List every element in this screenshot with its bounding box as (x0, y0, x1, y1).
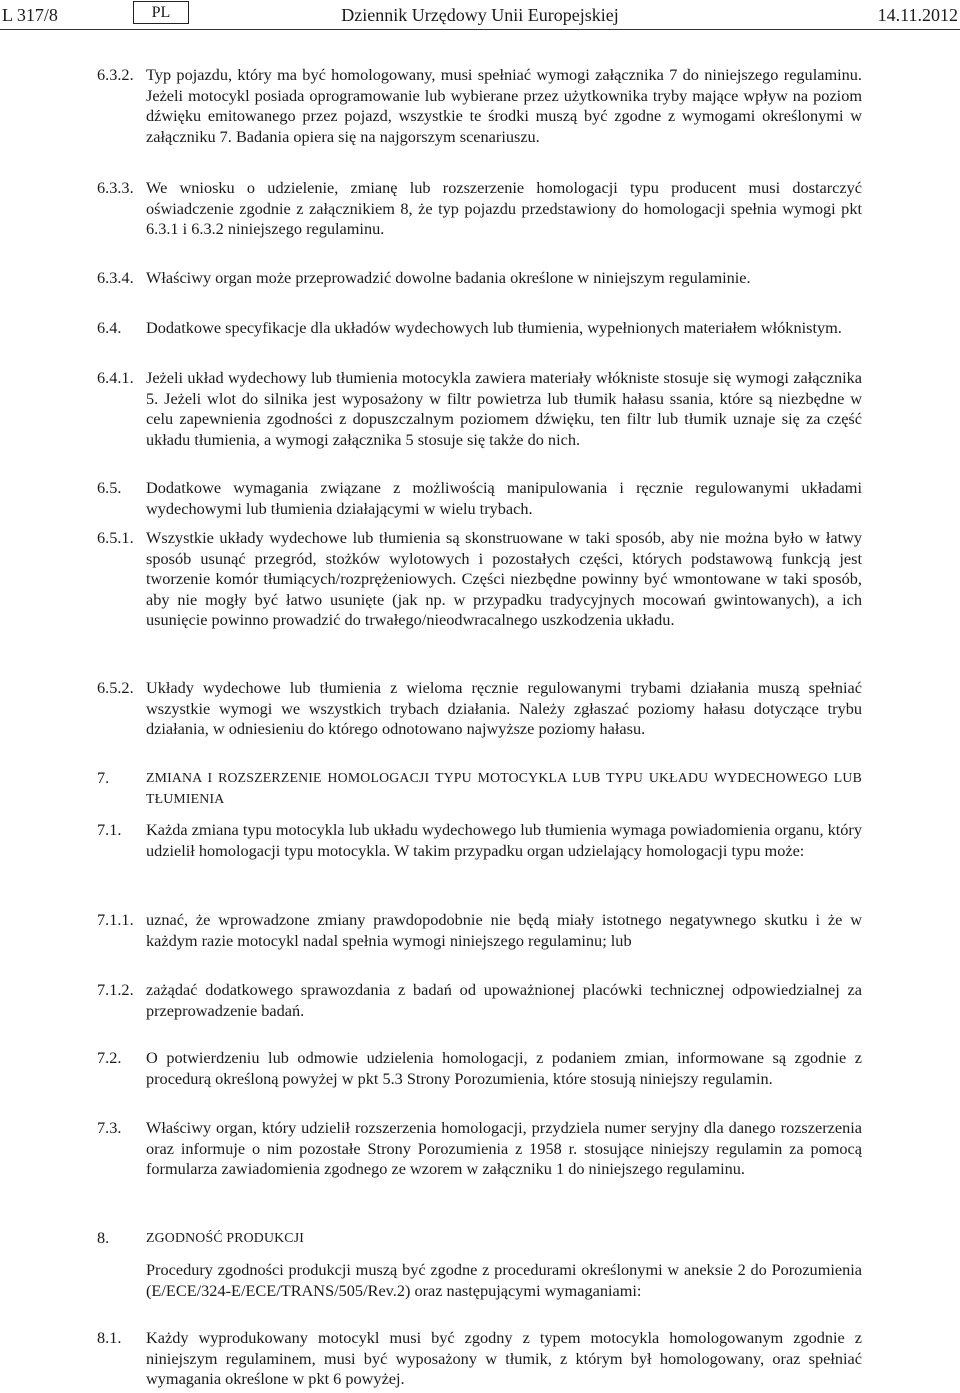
journal-title: Dziennik Urzędowy Unii Europejskiej (341, 5, 619, 25)
section-number: 6.5.2. (97, 678, 134, 697)
section-text: zażądać dodatkowego sprawozdania z badań od upoważnionej placówki technicznej odpowiedzialnej za przeprowadzenie badań. (146, 980, 862, 1020)
section-text: Układy wydechowe lub tłumienia z wieloma ręcznie regulowanymi trybami działania muszą spełniać wszystkie wymogi we wszystkich trybach działania. Należy zgłaszać poziomy hałasu dotyczące trybu działania, w odniesieniu do którego odnotowano najwyższe poziomy hałasu. (146, 678, 862, 738)
header-rule (0, 29, 960, 30)
section-text: uznać, że wprowadzone zmiany prawdopodobnie nie będą miały istotnego negatywnego skutku i że w każdym razie motocykl nadal spełnia wymogi niniejszego regulaminu; lub (146, 910, 862, 950)
page-header (0, 0, 960, 30)
section-text: Typ pojazdu, który ma być homologowany, musi spełniać wymogi załącznika 7 do niniejszego regulaminu. Jeżeli motocykl posiada oprogramowanie lub wybierane przez użytkownika tryby mające wpływ na poziom dźwięku emitowanego przez pojazd, wszystkie te środki muszą być zgodne z wymogami określonymi w załączniku 7. Badania opiera się na najgorszym scenariuszu. (146, 65, 862, 146)
section-number: 7.1. (97, 820, 122, 839)
section-number: 7. (97, 768, 110, 787)
section-number: 6.5.1. (97, 528, 134, 547)
section-text: Dodatkowe specyfikacje dla układów wydechowych lub tłumienia, wypełnionych materiałem włóknistym. (146, 318, 842, 337)
section-number: 6.3.3. (97, 178, 134, 197)
section-number: 6.5. (97, 478, 122, 497)
section-number: 6.3.4. (97, 268, 134, 287)
section-text: Każda zmiana typu motocykla lub układu wydechowego lub tłumienia wymaga powiadomienia organu, który udzielił homologacji typu motocykla. W takim przypadku organ udzielający homologacji typu może: (146, 820, 862, 860)
section-text: We wniosku o udzielenie, zmianę lub rozszerzenie homologacji typu producent musi dostarczyć oświadczenie zgodnie z załącznikiem 8, że typ pojazdu przedstawiony do homologacji spełnia wymogi pkt 6.3.1 i 6.3.2 niniejszego regulaminu. (146, 178, 862, 238)
section-heading: ZGODNOŚĆ PRODUKCJI (146, 1230, 305, 1245)
language-badge: PL (133, 1, 189, 24)
section-number: 6.4.1. (97, 368, 134, 387)
section-text: Procedury zgodności produkcji muszą być zgodne z procedurami określonymi w aneksie 2 do Porozumienia (E/ECE/324-E/ECE/TRANS/505/Rev.2) oraz następującymi wymaganiami: (146, 1260, 862, 1300)
section-number: 6.4. (97, 318, 122, 337)
section-text: Właściwy organ może przeprowadzić dowolne badania określone w niniejszym regulaminie. (146, 268, 751, 287)
section-heading: ZMIANA I ROZSZERZENIE HOMOLOGACJI TYPU MOTOCYKLA LUB TYPU UKŁADU WYDECHOWEGO LUB TŁUMIENIA (146, 770, 862, 806)
section-text: O potwierdzeniu lub odmowie udzielenia homologacji, z podaniem zmian, informowane są zgodnie z procedurą określoną powyżej w pkt 5.3 Strony Porozumienia, które stosują niniejszy regulamin. (146, 1048, 862, 1088)
section-text: Jeżeli układ wydechowy lub tłumienia motocykla zawiera materiały włókniste stosuje się wymogi załącznika 5. Jeżeli wlot do silnika jest wyposażony w filtr powietrza lub tłumik hałasu ssania, które są niezbędne w celu zapewnienia zgodności z dopuszczalnym poziomem dźwięku, ten filtr lub tłumik uznaje się za część układu tłumienia, a wymogi załącznika 5 stosuje się także do nich. (146, 368, 862, 449)
publication-date: 14.11.2012 (877, 5, 958, 25)
section-number: 7.1.1. (97, 910, 134, 929)
section-number: 8. (97, 1228, 110, 1247)
section-number: 7.1.2. (97, 980, 134, 999)
section-number: 7.3. (97, 1118, 122, 1137)
section-text: Każdy wyprodukowany motocykl musi być zgodny z typem motocykla homologowanym zgodnie z niniejszym regulaminem, musi być wyposażony w tłumik, z którym był homologowany, oraz spełniać wymagania określone w pkt 6 powyżej. (146, 1328, 862, 1388)
page-reference: L 317/8 (2, 5, 58, 25)
section-text: Właściwy organ, który udzielił rozszerzenia homologacji, przydziela numer seryjny dla danego rozszerzenia oraz informuje o nim pozostałe Strony Porozumienia z 1958 r. stosujące niniejszy regulamin za pomocą formularza zawiadomienia zgodnego ze wzorem w załączniku 1 do niniejszego regulaminu. (146, 1118, 862, 1178)
section-text: Wszystkie układy wydechowe lub tłumienia są skonstruowane w taki sposób, aby nie można było w łatwy sposób usunąć przegród, stożków wylotowych i pozostałych części, których podstawową funkcją jest tworzenie komór tłumiących/rozprężeniowych. Części niezbędne powinny być wmontowane w taki sposób, aby nie mogły być łatwo usunięte (jak np. w przypadku tradycyjnych mocowań gwintowanych), a ich usunięcie powinno prowadzić do trwałego/nieodwracalnego uszkodzenia układu. (146, 528, 862, 629)
section-text: Dodatkowe wymagania związane z możliwością manipulowania i ręcznie regulowanymi układami wydechowymi lub tłumienia działającymi w wielu trybach. (146, 478, 862, 518)
section-number: 8.1. (97, 1328, 122, 1347)
section-number: 7.2. (97, 1048, 122, 1067)
section-number: 6.3.2. (97, 65, 134, 84)
